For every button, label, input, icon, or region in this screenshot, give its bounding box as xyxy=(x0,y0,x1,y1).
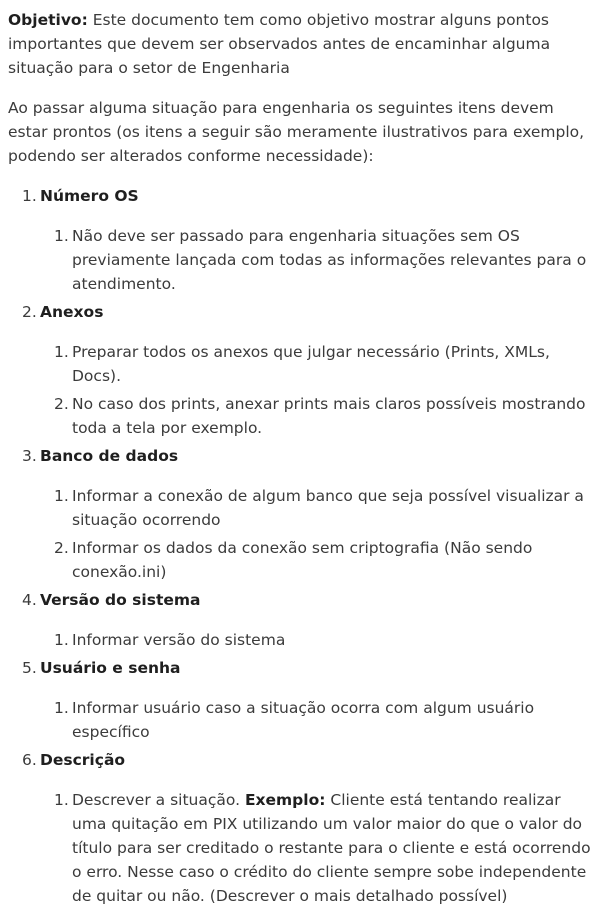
item-number: 1. xyxy=(54,487,69,505)
section-numero-os xyxy=(8,184,594,296)
list-item xyxy=(40,628,594,652)
section-title: Banco de dados xyxy=(40,447,179,465)
item-text: Informar usuário caso a situação ocorra com algum usuário específico xyxy=(72,699,535,741)
section-descricao xyxy=(8,748,594,908)
objective-paragraph xyxy=(8,8,594,80)
item-number: 2. xyxy=(54,395,69,413)
list-item xyxy=(40,224,594,296)
item-text: Informar os dados da conexão sem criptografia (Não sendo conexão.ini) xyxy=(72,539,533,581)
objective-label: Objetivo: xyxy=(8,11,88,29)
document xyxy=(8,8,594,912)
item-number: 2. xyxy=(54,539,69,557)
section-number: 4. xyxy=(22,591,37,609)
item-text: Cliente está tentando realizar uma quitação em PIX utilizando um valor maior do que o valor do título para ser creditado o restante para o cliente e está ocorrendo o erro. Nesse caso o crédito do cliente sempre sobe independente de quitar ou não. (Descrever o mais detalhado possível) xyxy=(72,791,591,905)
item-prefix: Descrever a situação. xyxy=(72,791,245,809)
section-number: 2. xyxy=(22,303,37,321)
list-item xyxy=(40,788,594,908)
section-title: Usuário e senha xyxy=(40,659,181,677)
item-text: No caso dos prints, anexar prints mais claros possíveis mostrando toda a tela por exemplo. xyxy=(72,395,586,437)
section-number: 3. xyxy=(22,447,37,465)
section-usuario-e-senha xyxy=(8,656,594,744)
item-text: Informar a conexão de algum banco que seja possível visualizar a situação ocorrendo xyxy=(72,487,584,529)
intro-paragraph: Ao passar alguma situação para engenharia os seguintes itens devem estar prontos (os itens a seguir são meramente ilustrativos para exemplo, podendo ser alterados conforme necessidade): xyxy=(8,99,585,165)
sub-list xyxy=(40,224,594,296)
section-title: Versão do sistema xyxy=(40,591,201,609)
section-title: Número OS xyxy=(40,187,139,205)
item-number: 1. xyxy=(54,227,69,245)
item-number: 1. xyxy=(54,699,69,717)
section-versao-do-sistema xyxy=(8,588,594,652)
item-number: 1. xyxy=(54,343,69,361)
sub-list xyxy=(40,484,594,584)
item-text: Não deve ser passado para engenharia situações sem OS previamente lançada com todas as informações relevantes para o atendimento. xyxy=(72,227,587,293)
list-item xyxy=(40,484,594,532)
section-anexos xyxy=(8,300,594,440)
section-title: Anexos xyxy=(40,303,104,321)
sub-list xyxy=(40,628,594,652)
list-item xyxy=(40,536,594,584)
section-banco-de-dados xyxy=(8,444,594,584)
item-text: Informar versão do sistema xyxy=(72,631,286,649)
sub-list xyxy=(40,340,594,440)
list-item xyxy=(40,340,594,388)
item-text: Preparar todos os anexos que julgar necessário (Prints, XMLs, Docs). xyxy=(72,343,550,385)
section-number: 5. xyxy=(22,659,37,677)
requirements-list xyxy=(8,184,594,908)
example-label: Exemplo: xyxy=(244,791,326,809)
list-item xyxy=(40,392,594,440)
item-number: 1. xyxy=(54,631,69,649)
sub-list xyxy=(40,788,594,908)
item-number: 1. xyxy=(54,791,69,809)
objective-text: Este documento tem como objetivo mostrar alguns pontos importantes que devem ser observados antes de encaminhar alguma situação para o setor de Engenharia xyxy=(8,11,551,77)
section-title: Descrição xyxy=(40,751,126,769)
section-number: 1. xyxy=(22,187,37,205)
section-number: 6. xyxy=(22,751,37,769)
list-item xyxy=(40,696,594,744)
sub-list xyxy=(40,696,594,744)
